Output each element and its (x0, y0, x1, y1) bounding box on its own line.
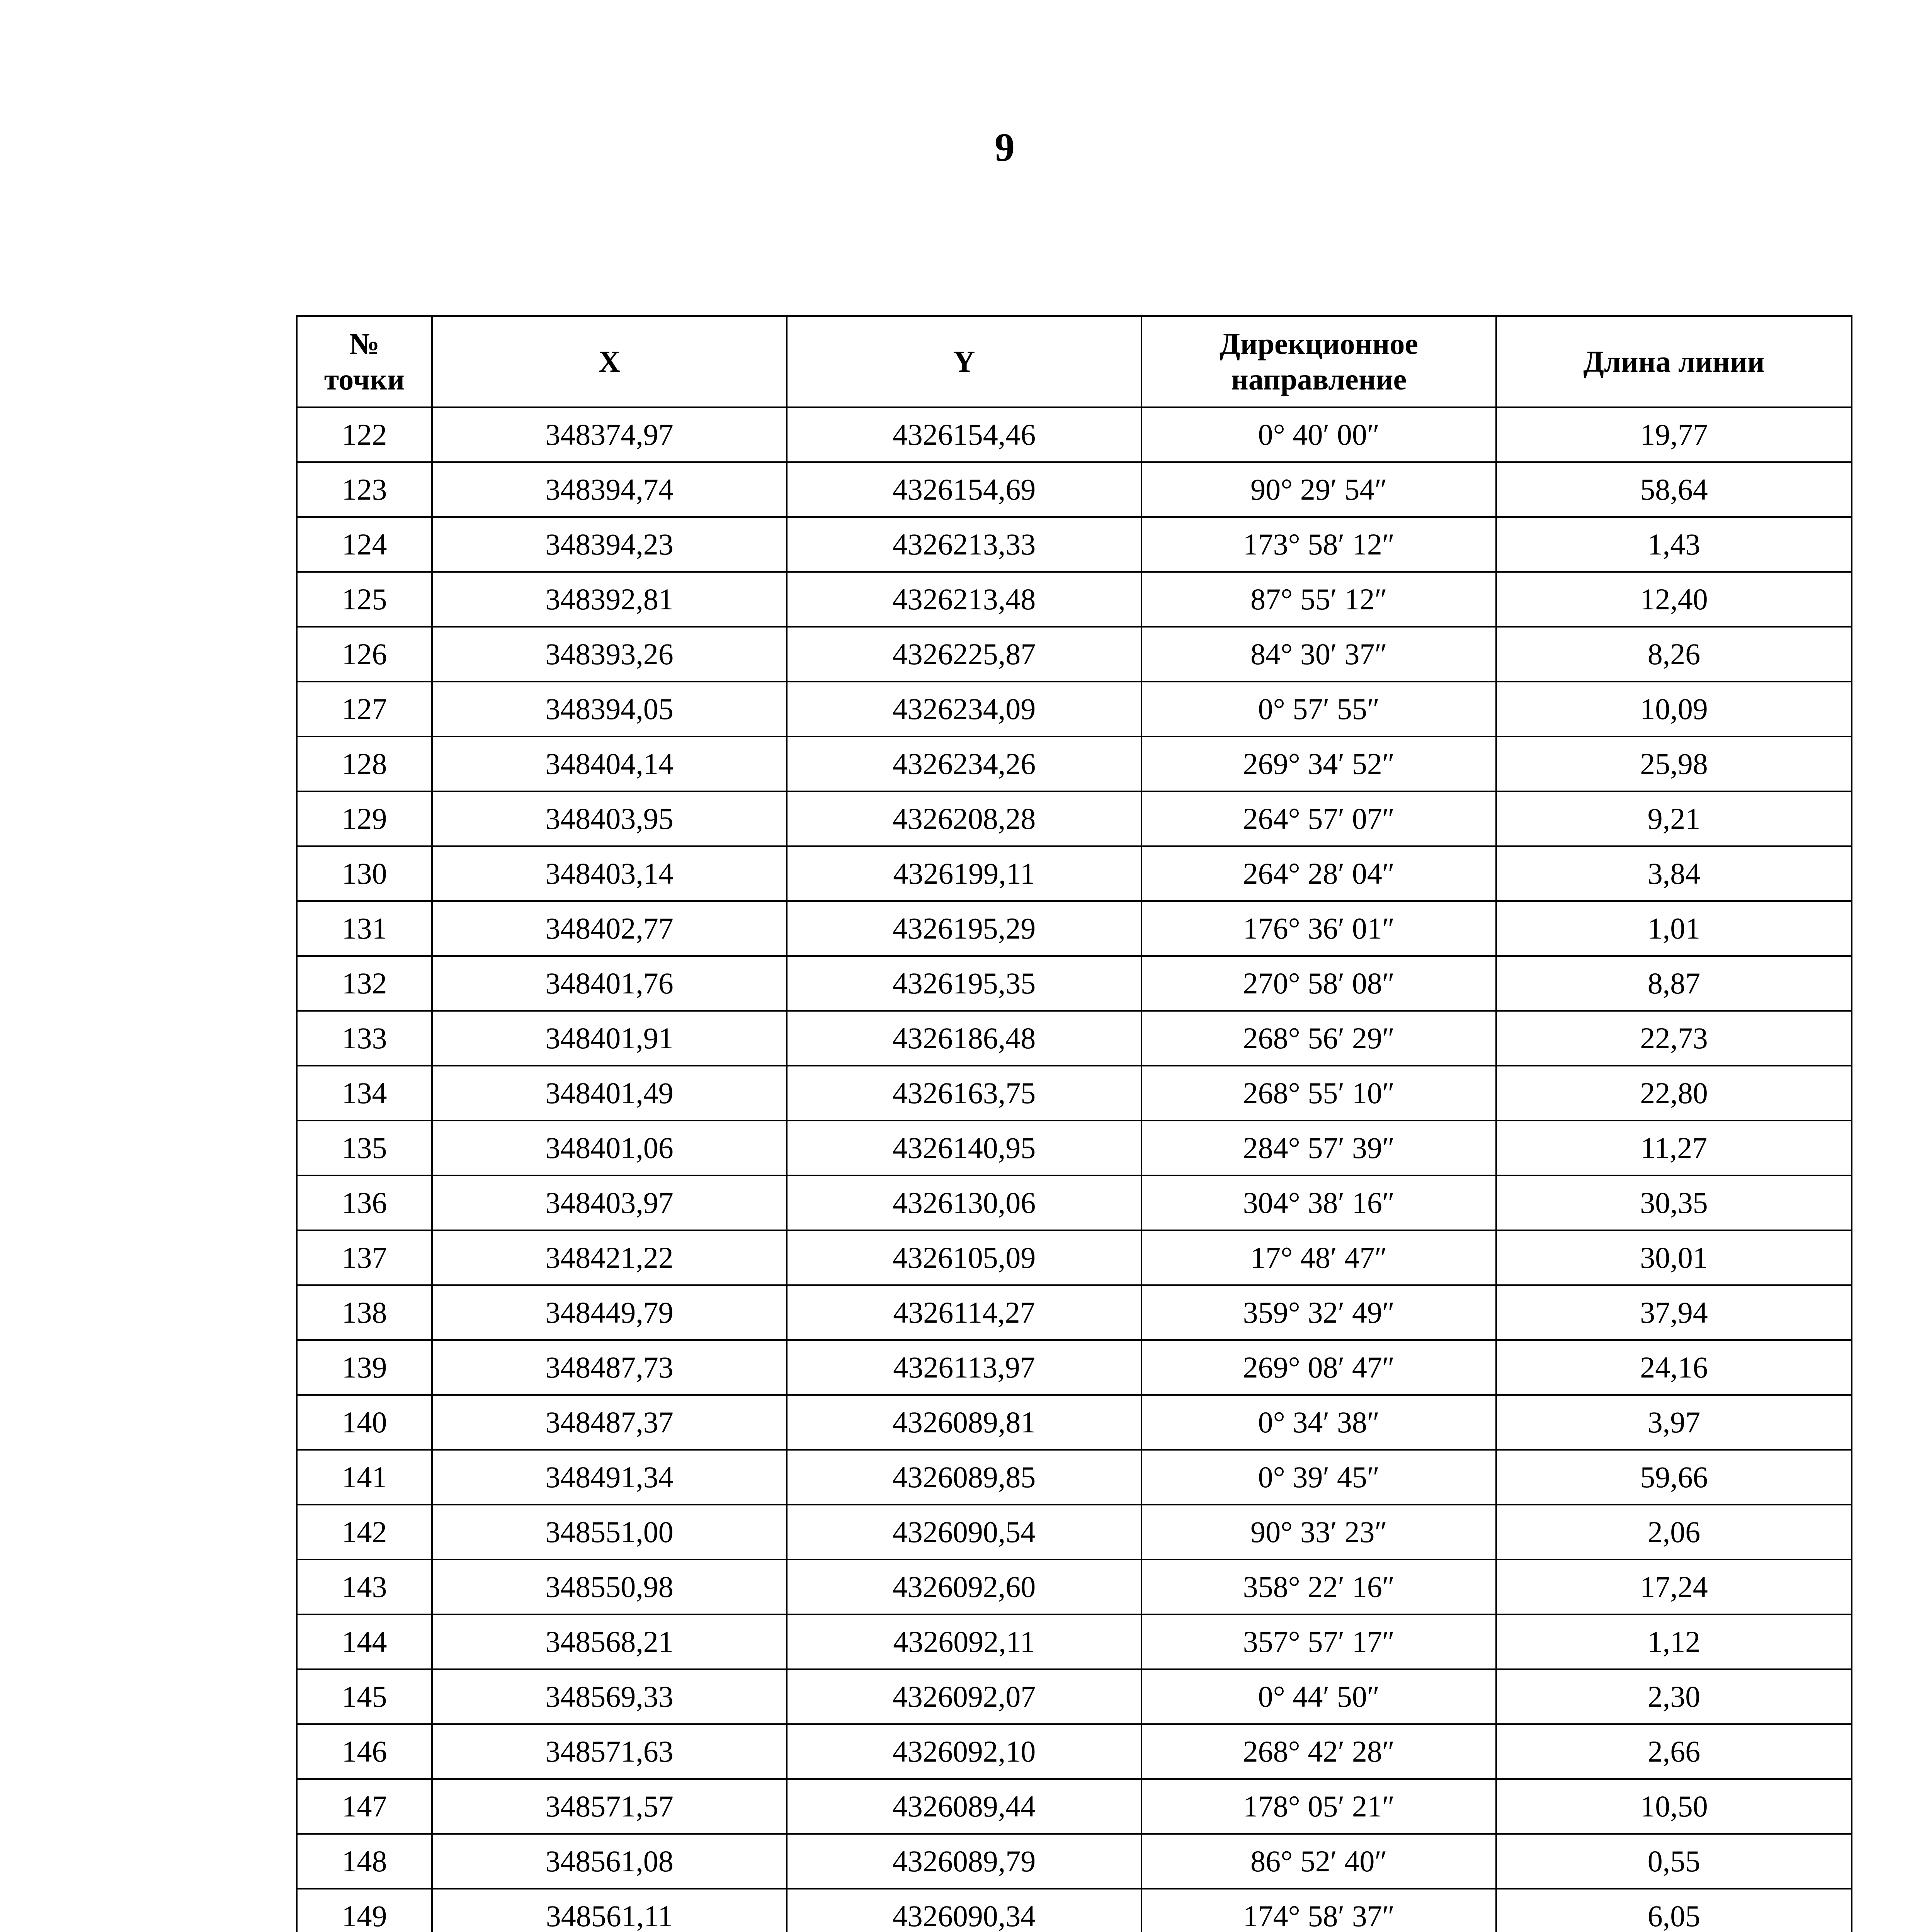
table-row (297, 1779, 1852, 1834)
cell-point-number: 148 (297, 1834, 432, 1889)
cell-direction: 87° 55′ 12″ (1141, 572, 1496, 627)
cell-x: 348561,11 (432, 1889, 787, 1932)
cell-direction: 304° 38′ 16″ (1141, 1175, 1496, 1230)
cell-line-length: 2,30 (1496, 1669, 1852, 1724)
cell-point-number: 132 (297, 956, 432, 1011)
cell-line-length: 8,87 (1496, 956, 1852, 1011)
cell-direction: 176° 36′ 01″ (1141, 901, 1496, 956)
cell-y: 4326234,09 (787, 682, 1141, 736)
cell-point-number: 142 (297, 1505, 432, 1560)
cell-direction: 17° 48′ 47″ (1141, 1230, 1496, 1285)
cell-direction: 358° 22′ 16″ (1141, 1560, 1496, 1614)
cell-y: 4326225,87 (787, 627, 1141, 682)
cell-direction: 284° 57′ 39″ (1141, 1121, 1496, 1175)
table-row (297, 682, 1852, 736)
table-row (297, 791, 1852, 846)
cell-line-length: 12,40 (1496, 572, 1852, 627)
table-header-row (297, 316, 1852, 407)
cell-point-number: 149 (297, 1889, 432, 1932)
table-row (297, 627, 1852, 682)
table-row (297, 572, 1852, 627)
cell-point-number: 131 (297, 901, 432, 956)
cell-point-number: 138 (297, 1285, 432, 1340)
cell-x: 348374,97 (432, 407, 787, 462)
cell-direction: 173° 58′ 12″ (1141, 517, 1496, 572)
cell-y: 4326213,33 (787, 517, 1141, 572)
cell-x: 348403,95 (432, 791, 787, 846)
cell-x: 348404,14 (432, 736, 787, 791)
cell-y: 4326114,27 (787, 1285, 1141, 1340)
table-row (297, 1066, 1852, 1121)
cell-y: 4326140,95 (787, 1121, 1141, 1175)
cell-y: 4326195,29 (787, 901, 1141, 956)
cell-point-number: 141 (297, 1450, 432, 1505)
cell-x: 348401,91 (432, 1011, 787, 1066)
table-row (297, 1175, 1852, 1230)
cell-point-number: 127 (297, 682, 432, 736)
cell-point-number: 122 (297, 407, 432, 462)
header-y: Y (787, 316, 1141, 407)
cell-line-length: 22,80 (1496, 1066, 1852, 1121)
cell-direction: 0° 39′ 45″ (1141, 1450, 1496, 1505)
header-point-number-line1: № (349, 327, 380, 361)
cell-x: 348551,00 (432, 1505, 787, 1560)
cell-x: 348561,08 (432, 1834, 787, 1889)
cell-line-length: 11,27 (1496, 1121, 1852, 1175)
table-row (297, 1724, 1852, 1779)
header-direction-line2: направление (1231, 362, 1407, 396)
cell-point-number: 129 (297, 791, 432, 846)
cell-line-length: 3,84 (1496, 846, 1852, 901)
table-row (297, 1450, 1852, 1505)
cell-direction: 268° 42′ 28″ (1141, 1724, 1496, 1779)
table-row (297, 846, 1852, 901)
header-line-length: Длина линии (1496, 316, 1852, 407)
cell-point-number: 123 (297, 462, 432, 517)
cell-direction: 90° 29′ 54″ (1141, 462, 1496, 517)
table-row (297, 462, 1852, 517)
cell-direction: 0° 44′ 50″ (1141, 1669, 1496, 1724)
cell-x: 348401,06 (432, 1121, 787, 1175)
cell-x: 348449,79 (432, 1285, 787, 1340)
cell-point-number: 144 (297, 1614, 432, 1669)
cell-y: 4326154,46 (787, 407, 1141, 462)
cell-y: 4326186,48 (787, 1011, 1141, 1066)
table-row (297, 1834, 1852, 1889)
cell-y: 4326213,48 (787, 572, 1141, 627)
cell-point-number: 133 (297, 1011, 432, 1066)
cell-direction: 0° 57′ 55″ (1141, 682, 1496, 736)
cell-point-number: 147 (297, 1779, 432, 1834)
cell-point-number: 143 (297, 1560, 432, 1614)
cell-line-length: 1,12 (1496, 1614, 1852, 1669)
cell-direction: 174° 58′ 37″ (1141, 1889, 1496, 1932)
cell-y: 4326105,09 (787, 1230, 1141, 1285)
coordinates-table (296, 315, 1852, 1932)
cell-y: 4326092,11 (787, 1614, 1141, 1669)
cell-x: 348487,73 (432, 1340, 787, 1395)
cell-line-length: 9,21 (1496, 791, 1852, 846)
cell-direction: 269° 34′ 52″ (1141, 736, 1496, 791)
header-point-number-line2: точки (324, 362, 405, 396)
cell-x: 348569,33 (432, 1669, 787, 1724)
cell-y: 4326090,54 (787, 1505, 1141, 1560)
cell-y: 4326113,97 (787, 1340, 1141, 1395)
cell-point-number: 130 (297, 846, 432, 901)
cell-point-number: 137 (297, 1230, 432, 1285)
table-row (297, 1889, 1852, 1932)
cell-line-length: 10,50 (1496, 1779, 1852, 1834)
cell-y: 4326090,34 (787, 1889, 1141, 1932)
cell-direction: 178° 05′ 21″ (1141, 1779, 1496, 1834)
cell-y: 4326092,10 (787, 1724, 1141, 1779)
cell-y: 4326163,75 (787, 1066, 1141, 1121)
cell-point-number: 125 (297, 572, 432, 627)
cell-direction: 90° 33′ 23″ (1141, 1505, 1496, 1560)
cell-line-length: 0,55 (1496, 1834, 1852, 1889)
cell-point-number: 140 (297, 1395, 432, 1450)
cell-line-length: 8,26 (1496, 627, 1852, 682)
cell-direction: 86° 52′ 40″ (1141, 1834, 1496, 1889)
table-row (297, 1285, 1852, 1340)
cell-point-number: 136 (297, 1175, 432, 1230)
table-row (297, 1560, 1852, 1614)
cell-direction: 84° 30′ 37″ (1141, 627, 1496, 682)
cell-y: 4326092,07 (787, 1669, 1141, 1724)
cell-direction: 268° 55′ 10″ (1141, 1066, 1496, 1121)
cell-line-length: 25,98 (1496, 736, 1852, 791)
header-direction-line1: Дирекционное (1220, 327, 1418, 361)
cell-direction: 268° 56′ 29″ (1141, 1011, 1496, 1066)
cell-y: 4326234,26 (787, 736, 1141, 791)
cell-y: 4326089,85 (787, 1450, 1141, 1505)
cell-x: 348403,14 (432, 846, 787, 901)
cell-y: 4326195,35 (787, 956, 1141, 1011)
cell-y: 4326199,11 (787, 846, 1141, 901)
cell-x: 348402,77 (432, 901, 787, 956)
table-row (297, 901, 1852, 956)
cell-x: 348393,26 (432, 627, 787, 682)
cell-point-number: 134 (297, 1066, 432, 1121)
cell-line-length: 30,01 (1496, 1230, 1852, 1285)
cell-x: 348394,74 (432, 462, 787, 517)
cell-direction: 357° 57′ 17″ (1141, 1614, 1496, 1669)
table-row (297, 1614, 1852, 1669)
cell-line-length: 22,73 (1496, 1011, 1852, 1066)
cell-y: 4326089,79 (787, 1834, 1141, 1889)
cell-line-length: 30,35 (1496, 1175, 1852, 1230)
cell-point-number: 124 (297, 517, 432, 572)
cell-line-length: 1,01 (1496, 901, 1852, 956)
cell-direction: 264° 28′ 04″ (1141, 846, 1496, 901)
cell-y: 4326089,81 (787, 1395, 1141, 1450)
cell-x: 348487,37 (432, 1395, 787, 1450)
cell-line-length: 3,97 (1496, 1395, 1852, 1450)
cell-point-number: 135 (297, 1121, 432, 1175)
cell-line-length: 2,06 (1496, 1505, 1852, 1560)
table-row (297, 1011, 1852, 1066)
cell-direction: 269° 08′ 47″ (1141, 1340, 1496, 1395)
cell-direction: 264° 57′ 07″ (1141, 791, 1496, 846)
cell-x: 348491,34 (432, 1450, 787, 1505)
cell-x: 348571,63 (432, 1724, 787, 1779)
cell-point-number: 128 (297, 736, 432, 791)
header-point-number (297, 316, 432, 407)
table-row (297, 1230, 1852, 1285)
table-row (297, 517, 1852, 572)
table-row (297, 1505, 1852, 1560)
cell-point-number: 146 (297, 1724, 432, 1779)
cell-x: 348568,21 (432, 1614, 787, 1669)
cell-line-length: 2,66 (1496, 1724, 1852, 1779)
cell-line-length: 24,16 (1496, 1340, 1852, 1395)
cell-y: 4326092,60 (787, 1560, 1141, 1614)
cell-y: 4326130,06 (787, 1175, 1141, 1230)
cell-line-length: 10,09 (1496, 682, 1852, 736)
table-row (297, 736, 1852, 791)
cell-direction: 0° 40′ 00″ (1141, 407, 1496, 462)
cell-x: 348392,81 (432, 572, 787, 627)
cell-x: 348421,22 (432, 1230, 787, 1285)
table-row (297, 956, 1852, 1011)
header-x: X (432, 316, 787, 407)
cell-x: 348403,97 (432, 1175, 787, 1230)
cell-x: 348550,98 (432, 1560, 787, 1614)
cell-direction: 0° 34′ 38″ (1141, 1395, 1496, 1450)
table-row (297, 1395, 1852, 1450)
cell-x: 348394,05 (432, 682, 787, 736)
cell-direction: 359° 32′ 49″ (1141, 1285, 1496, 1340)
table-row (297, 1340, 1852, 1395)
cell-line-length: 59,66 (1496, 1450, 1852, 1505)
cell-x: 348401,49 (432, 1066, 787, 1121)
table-body (297, 407, 1852, 1932)
cell-line-length: 37,94 (1496, 1285, 1852, 1340)
cell-line-length: 58,64 (1496, 462, 1852, 517)
cell-line-length: 6,05 (1496, 1889, 1852, 1932)
table-row (297, 1121, 1852, 1175)
cell-x: 348571,57 (432, 1779, 787, 1834)
cell-point-number: 139 (297, 1340, 432, 1395)
cell-y: 4326208,28 (787, 791, 1141, 846)
page-number: 9 (995, 125, 1015, 170)
header-direction (1141, 316, 1496, 407)
table-row (297, 1669, 1852, 1724)
cell-point-number: 126 (297, 627, 432, 682)
cell-direction: 270° 58′ 08″ (1141, 956, 1496, 1011)
cell-x: 348394,23 (432, 517, 787, 572)
cell-x: 348401,76 (432, 956, 787, 1011)
cell-line-length: 17,24 (1496, 1560, 1852, 1614)
cell-line-length: 1,43 (1496, 517, 1852, 572)
cell-y: 4326154,69 (787, 462, 1141, 517)
cell-line-length: 19,77 (1496, 407, 1852, 462)
cell-point-number: 145 (297, 1669, 432, 1724)
cell-y: 4326089,44 (787, 1779, 1141, 1834)
table-row (297, 407, 1852, 462)
